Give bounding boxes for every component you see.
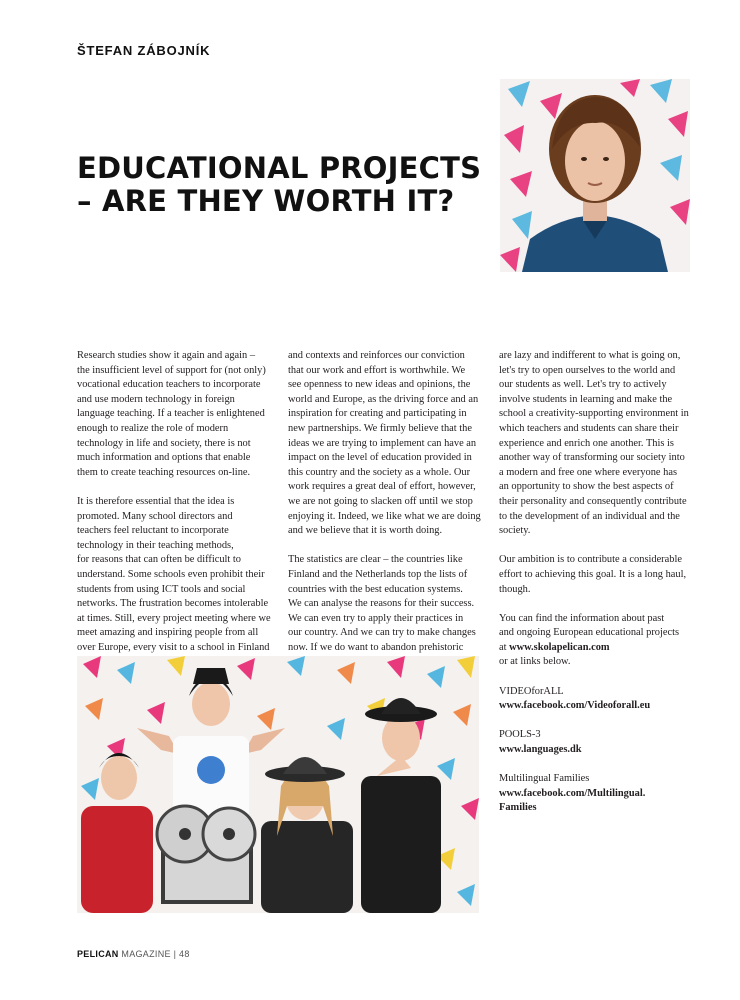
text-line: another way of transforming our society into — [499, 452, 685, 464]
text-line: we are not going to slacken off until we stop — [288, 495, 473, 507]
text-line: world and Europe, as the driving force and an — [288, 393, 479, 405]
author-name: ŠTEFAN ZÁBOJNÍK — [77, 43, 211, 58]
text-line: school a creativity-supporting environment in — [499, 408, 689, 420]
title-line-1: EDUCATIONAL PROJECTS — [77, 151, 482, 185]
text-line: though. — [499, 583, 531, 595]
text-line: let's try to open ourselves to the world and — [499, 364, 676, 376]
site-line — [499, 641, 699, 656]
at-prefix: at — [499, 641, 510, 653]
text-line: our country. And we can try to make changes — [288, 627, 476, 639]
videoforall-link[interactable]: www.facebook.com/Videoforall.eu — [499, 700, 651, 712]
text-line: society. — [499, 525, 531, 537]
multilingual-link-line-1[interactable]: www.facebook.com/Multilingual. — [499, 787, 646, 799]
article-column-3 — [499, 349, 699, 816]
text-line: Research studies show it again and again – — [77, 350, 256, 361]
text-line: to the development of an individual and the — [499, 510, 680, 522]
text-line: We can even try to apply their practices in — [288, 612, 464, 624]
text-line: We can analyse the reasons for their success. — [288, 598, 475, 610]
text-line: The statistics are clear – the countries like — [288, 554, 463, 566]
text-line: networks. The frustration becomes intolerable — [77, 598, 269, 610]
text-line: teachers feel reluctant to incorporate — [77, 525, 229, 537]
text-line: vocational education teachers to incorporate — [77, 379, 261, 391]
text-line: understand. Some schools even prohibit their — [77, 568, 265, 580]
text-line: ideas we are trying to implement can have an — [288, 437, 477, 449]
author-portrait-photo — [500, 79, 690, 272]
languages-link[interactable]: www.languages.dk — [499, 744, 582, 756]
paragraph-gap — [499, 758, 699, 773]
skolapelican-link[interactable]: www.skolapelican.com — [509, 641, 610, 653]
page-footer — [77, 949, 190, 959]
text-line: enjoying it. Indeed, we like what we are doing — [288, 510, 481, 522]
text-line: see openness to new ideas and opinions, the — [288, 379, 471, 391]
text-line: and use modern technology in foreign — [77, 393, 235, 405]
footer-page-info: MAGAZINE | 48 — [118, 949, 190, 959]
title-line-2: – ARE THEY WORTH IT? — [77, 184, 455, 218]
text-line: Our ambition is to contribute a considerable — [499, 554, 682, 566]
paragraph-gap — [77, 480, 277, 495]
text-line: our students as well. Let's try to actively — [499, 379, 667, 391]
text-line: over Europe, every visit to a school in Finland — [77, 641, 270, 653]
paragraph-gap — [499, 597, 699, 612]
text-line: new partnerships. We firmly believe that the — [288, 422, 472, 434]
text-line: and we believe that it is worth doing. — [288, 525, 443, 537]
text-line: work requires a great deal of effort, however, — [288, 481, 476, 493]
link-label-multilingual: Multilingual Families — [499, 773, 590, 785]
text-line: inspiration for creating and participating in — [288, 408, 467, 420]
text-line: involve students in learning and make the — [499, 393, 673, 405]
text-line: much information and options that enable — [77, 452, 251, 464]
article-column-1 — [77, 349, 277, 670]
text-line: meet amazing and inspiring people from all — [77, 627, 259, 639]
paragraph-gap — [288, 539, 488, 554]
text-line: are lazy and indifferent to what is going on, — [499, 350, 681, 361]
paragraph-gap — [499, 539, 699, 554]
text-line: technology in life and society, there is not — [77, 437, 251, 449]
text-line: an opportunity to show the best aspects of — [499, 481, 674, 493]
text-line: that our work and effort is worthwhile. We — [288, 364, 466, 376]
text-line: impact on the level of education provided in — [288, 452, 472, 464]
paragraph-gap — [499, 714, 699, 729]
text-line: them to create teaching resources on-line. — [77, 466, 251, 478]
text-line: at times. Still, every project meeting where we — [77, 612, 271, 624]
multilingual-link-line-2[interactable]: Families — [499, 802, 537, 814]
text-line: now. If we do want to abandon prehistoric — [288, 641, 464, 653]
link-label-videoforall: VIDEOforALL — [499, 685, 564, 697]
article-column-2 — [288, 349, 488, 670]
magazine-brand: PELICAN — [77, 949, 119, 959]
text-line: for reasons that can often be difficult to — [77, 554, 241, 566]
text-line: enough to realize the role of modern — [77, 422, 229, 434]
text-line: You can find the information about past — [499, 612, 665, 624]
text-line: the insufficient level of support for (not only) — [77, 364, 266, 376]
text-line: this country and the society as a whole. Our — [288, 466, 471, 478]
text-line: which teachers and students can share their — [499, 422, 679, 434]
text-line: It is therefore essential that the idea is — [77, 495, 235, 507]
text-line: countries with the best education systems. — [288, 583, 463, 595]
text-line: and contexts and reinforces our conviction — [288, 350, 465, 361]
text-line: or at links below. — [499, 656, 571, 668]
text-line: effort to achieving this goal. It is a long haul, — [499, 568, 687, 580]
text-line: language teaching. If a teacher is enlightened — [77, 408, 265, 420]
children-photo — [77, 656, 479, 913]
text-line: and ongoing European educational projects — [499, 627, 680, 639]
text-line: Finland and the Netherlands top the lists of — [288, 568, 468, 580]
paragraph-gap — [499, 670, 699, 685]
text-line: technology in their teaching methods, — [77, 539, 234, 551]
text-line: students from using ICT tools and social — [77, 583, 246, 595]
link-label-pools3: POOLS-3 — [499, 729, 541, 741]
article-title — [77, 152, 487, 218]
text-line: promoted. Many school directors and — [77, 510, 233, 522]
text-line: their personality and consequently contribute — [499, 495, 687, 507]
text-line: a modern and free one where everyone has — [499, 466, 677, 478]
text-line: experience and enrich one another. This is — [499, 437, 674, 449]
